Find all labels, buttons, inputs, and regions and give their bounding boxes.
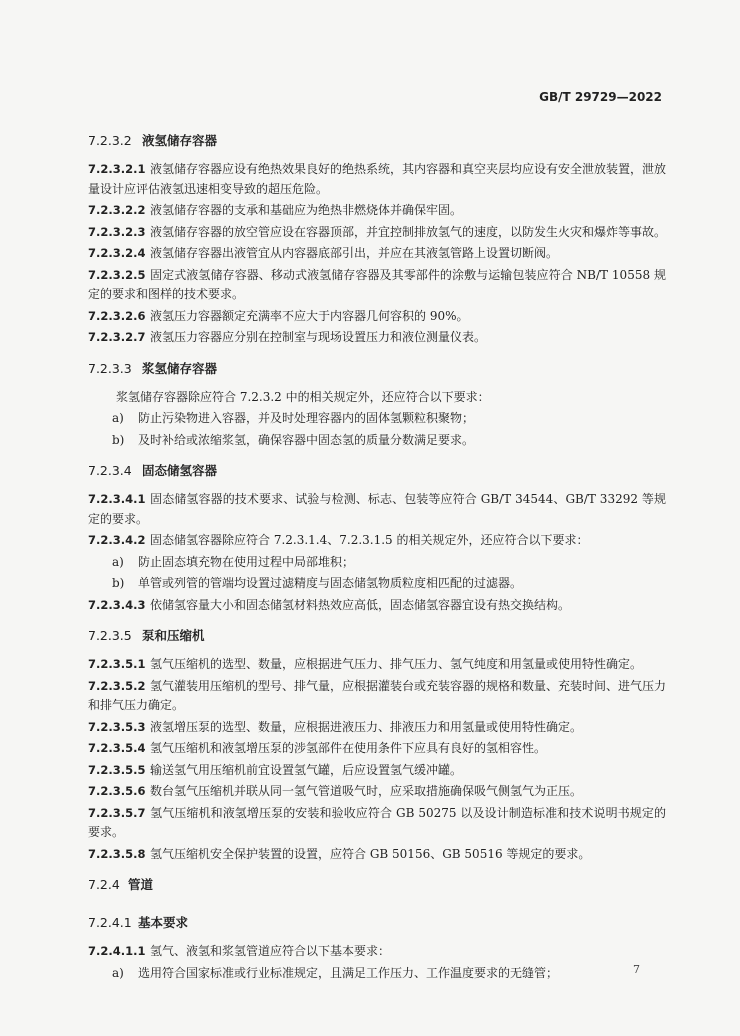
clause-text: 液氢压力容器额定充满率不应大于内容器几何容积的 90%。 bbox=[150, 308, 469, 323]
section-title: 浆氢储存容器 bbox=[142, 360, 218, 376]
list-marker: a) bbox=[112, 411, 124, 425]
clause-paragraph bbox=[88, 596, 666, 616]
clause-number: 7.2.3.2.2 bbox=[88, 203, 146, 217]
clause-text: 氢气灌装用压缩机的型号、排气量，应根据灌装台或充装容器的规格和数量、充装时间、进气压力和排气压力确定。 bbox=[88, 678, 667, 712]
list-item bbox=[112, 431, 666, 451]
list-marker: b) bbox=[112, 576, 125, 590]
clause-text: 氢气、液氢和浆氢管道应符合以下基本要求： bbox=[150, 944, 391, 958]
clause-paragraph bbox=[88, 942, 666, 962]
clause-paragraph bbox=[88, 739, 666, 759]
clause-number: 7.2.3.5.7 bbox=[88, 805, 146, 820]
clause-text: 氢气压缩机和液氢增压泵的安装和验收应符合 GB 50275 以及设计制造标准和技术说明书规定的要求。 bbox=[88, 805, 666, 839]
document-body bbox=[88, 132, 666, 985]
clause-paragraph bbox=[88, 677, 666, 716]
section-title: 泵和压缩机 bbox=[142, 628, 205, 643]
section-heading bbox=[88, 360, 666, 378]
clause-paragraph bbox=[88, 201, 666, 221]
section-heading bbox=[88, 914, 666, 932]
clause-number: 7.2.3.5.1 bbox=[88, 657, 146, 671]
clause-text: 氢气压缩机安全保护装置的设置，应符合 GB 50156、GB 50516 等规定的要求。 bbox=[150, 846, 591, 861]
section-title: 基本要求 bbox=[138, 915, 189, 930]
clause-paragraph bbox=[88, 223, 666, 243]
section-heading bbox=[88, 462, 666, 480]
list-item-text: 防止固态填充物在使用过程中局部堆积； bbox=[138, 554, 355, 569]
section-number: 7.2.3.3 bbox=[88, 360, 132, 376]
section-number: 7.2.4.1 bbox=[88, 915, 132, 930]
section-heading bbox=[88, 132, 666, 150]
clause-paragraph bbox=[88, 490, 666, 529]
clause-text: 液氢储存容器的放空管应设在容器顶部，并宜控制排放氢气的速度，以防发生火灾和爆炸等事故。 bbox=[150, 224, 667, 239]
clause-paragraph bbox=[88, 328, 666, 348]
clause-number: 7.2.3.5.5 bbox=[88, 762, 146, 777]
standard-code: GB/T 29729—2022 bbox=[539, 90, 662, 104]
list-item-text: 防止污染物进入容器，并及时处理容器内的固体氢颗粒积聚物； bbox=[138, 411, 475, 425]
clause-number: 7.2.4.1.1 bbox=[88, 944, 146, 958]
section-number: 7.2.3.2 bbox=[88, 133, 132, 148]
section-title: 管道 bbox=[128, 877, 154, 892]
clause-paragraph bbox=[88, 160, 666, 199]
clause-text: 固定式液氢储存容器、移动式液氢储存容器及其零部件的涂敷与运输包装应符合 NB/T 10558 规定的要求和图样的技术要求。 bbox=[88, 267, 666, 301]
clause-text: 数台氢气压缩机并联从同一氢气管道吸气时，应采取措施确保吸气侧氢气为正压。 bbox=[150, 784, 583, 798]
clause-number: 7.2.3.5.2 bbox=[88, 678, 146, 693]
clause-paragraph bbox=[88, 718, 666, 738]
clause-text: 输送氢气用压缩机前宜设置氢气罐，后应设置氢气缓冲罐。 bbox=[150, 762, 463, 777]
clause-paragraph bbox=[88, 307, 666, 327]
clause-paragraph bbox=[88, 244, 666, 264]
clause-number: 7.2.3.2.1 bbox=[88, 162, 146, 176]
intro-paragraph: 浆氢储存容器除应符合 7.2.3.2 中的相关规定外，还应符合以下要求： bbox=[116, 389, 490, 404]
clause-number: 7.2.3.5.4 bbox=[88, 741, 146, 755]
clause-paragraph bbox=[88, 655, 666, 675]
clause-number: 7.2.3.2.6 bbox=[88, 308, 146, 323]
clause-number: 7.2.3.2.7 bbox=[88, 330, 146, 344]
page-number: 7 bbox=[633, 963, 640, 976]
clause-paragraph bbox=[88, 845, 666, 865]
section-number: 7.2.3.5 bbox=[88, 628, 132, 643]
clause-text: 液氢增压泵的选型、数量，应根据进液压力、排液压力和用氢量或使用特性确定。 bbox=[150, 719, 583, 734]
clause-text: 液氢压力容器应分别在控制室与现场设置压力和液位测量仪表。 bbox=[150, 330, 487, 344]
clause-number: 7.2.3.2.5 bbox=[88, 267, 146, 282]
clause-paragraph bbox=[88, 531, 666, 551]
clause-number: 7.2.3.5.3 bbox=[88, 719, 146, 734]
clause-number: 7.2.3.2.4 bbox=[88, 246, 146, 260]
section-title: 固态储氢容器 bbox=[142, 463, 218, 478]
list-marker: a) bbox=[112, 554, 124, 569]
clause-text: 固态储氢容器的技术要求、试验与检测、标志、包装等应符合 GB/T 34544、GB/T 33292 等规定的要求。 bbox=[88, 492, 666, 526]
clause-paragraph bbox=[88, 782, 666, 802]
section-heading bbox=[88, 627, 666, 645]
clause-number: 7.2.3.4.1 bbox=[88, 492, 146, 506]
clause-text: 液氢储存容器的支承和基础应为绝热非燃烧体并确保牢固。 bbox=[150, 203, 463, 217]
clause-text: 液氢储存容器出液管宜从内容器底部引出，并应在其液氢管路上设置切断阀。 bbox=[150, 246, 559, 260]
clause-text: 氢气压缩机的选型、数量，应根据进气压力、排气压力、氢气纯度和用氢量或使用特性确定。 bbox=[150, 657, 643, 671]
list-item-text: 单管或列管的管端均设置过滤精度与固态储氢物质粒度相匹配的过滤器。 bbox=[138, 576, 523, 590]
list-item-text: 选用符合国家标准或行业标准规定，且满足工作压力、工作温度要求的无缝管； bbox=[138, 965, 559, 980]
section-title: 液氢储存容器 bbox=[142, 133, 218, 148]
clause-text: 固态储氢容器除应符合 7.2.3.1.4、7.2.3.1.5 的相关规定外，还应符合以下要求： bbox=[150, 533, 589, 547]
clause-text: 依储氢容量大小和固态储氢材料热效应高低，固态储氢容器宜设有热交换结构。 bbox=[150, 597, 571, 612]
list-item bbox=[112, 964, 666, 984]
list-item-text: 及时补给或浓缩浆氢，确保容器中固态氢的质量分数满足要求。 bbox=[138, 432, 475, 447]
section-heading bbox=[88, 876, 666, 894]
clause-number: 7.2.3.4.2 bbox=[88, 533, 146, 547]
clause-paragraph bbox=[88, 266, 666, 305]
list-item bbox=[112, 409, 666, 429]
section-number: 7.2.3.4 bbox=[88, 463, 132, 478]
clause-number: 7.2.3.4.3 bbox=[88, 597, 146, 612]
list-item bbox=[112, 574, 666, 594]
clause-paragraph bbox=[88, 761, 666, 781]
list-item bbox=[112, 553, 666, 573]
clause-number: 7.2.3.5.6 bbox=[88, 784, 146, 798]
clause-paragraph bbox=[88, 804, 666, 843]
clause-number: 7.2.3.2.3 bbox=[88, 224, 146, 239]
clause-number: 7.2.3.5.8 bbox=[88, 846, 146, 861]
clause-text: 液氢储存容器应设有绝热效果良好的绝热系统，其内容器和真空夹层均应设有安全泄放装置，泄放量设计应评估液氢迅速相变导致的超压危险。 bbox=[88, 162, 667, 196]
section-number: 7.2.4 bbox=[88, 877, 120, 892]
list-marker: b) bbox=[112, 432, 125, 447]
list-marker: a) bbox=[112, 965, 124, 980]
clause-text: 氢气压缩机和液氢增压泵的涉氢部件在使用条件下应具有良好的氢相容性。 bbox=[150, 741, 547, 755]
